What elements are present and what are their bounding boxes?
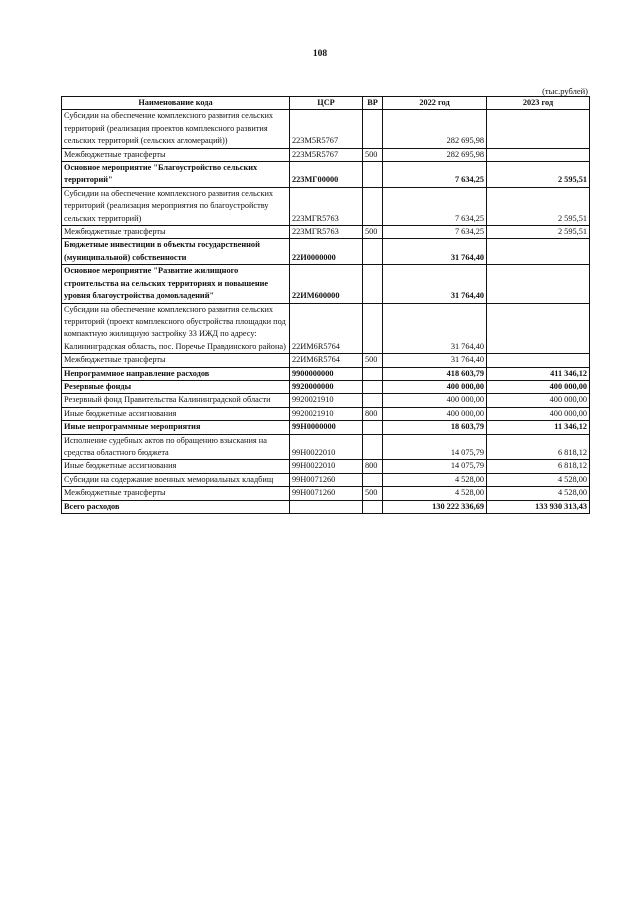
cell-csr: 9900000000	[290, 367, 363, 380]
cell-2023: 133 930 313,43	[487, 500, 590, 513]
budget-table	[61, 96, 590, 514]
cell-vr	[363, 110, 383, 148]
cell-2022: 7 634,25	[383, 162, 487, 188]
cell-2023: 4 528,00	[487, 487, 590, 500]
cell-csr: 99Н0071260	[290, 487, 363, 500]
cell-name: Субсидии на обеспечение комплексного развития сельских территорий (реализация проектов комплексного развития сельских территорий (сельских агломераций))	[62, 110, 290, 148]
cell-2022: 400 000,00	[383, 394, 487, 407]
cell-csr: 22ИМ600000	[290, 265, 363, 303]
table-row	[62, 226, 590, 239]
cell-name: Межбюджетные трансферты	[62, 354, 290, 367]
cell-vr: 500	[363, 487, 383, 500]
table-row	[62, 434, 590, 460]
table-row	[62, 367, 590, 380]
cell-vr	[363, 500, 383, 513]
cell-2022: 418 603,79	[383, 367, 487, 380]
cell-csr: 22ИМ6R5764	[290, 303, 363, 354]
table-row	[62, 303, 590, 354]
cell-name: Всего расходов	[62, 500, 290, 513]
cell-vr	[363, 380, 383, 393]
cell-vr	[363, 303, 383, 354]
table-header-row	[62, 97, 590, 110]
cell-csr: 223M5R5767	[290, 110, 363, 148]
cell-vr: 800	[363, 460, 383, 473]
cell-name: Иные бюджетные ассигнования	[62, 407, 290, 420]
table-row	[62, 421, 590, 434]
cell-2022: 4 528,00	[383, 473, 487, 486]
cell-2022: 31 764,40	[383, 354, 487, 367]
table-row	[62, 460, 590, 473]
cell-2023: 4 528,00	[487, 473, 590, 486]
header-vr: ВР	[363, 97, 383, 110]
cell-name: Межбюджетные трансферты	[62, 148, 290, 161]
table-row	[62, 500, 590, 513]
cell-vr	[363, 421, 383, 434]
cell-vr	[363, 394, 383, 407]
cell-vr	[363, 367, 383, 380]
units-label: (тыс.рублей)	[542, 86, 588, 96]
cell-2023	[487, 265, 590, 303]
cell-name: Бюджетные инвестиции в объекты государственной (муниципальной) собственности	[62, 239, 290, 265]
cell-2023: 6 818,12	[487, 460, 590, 473]
cell-2022: 18 603,79	[383, 421, 487, 434]
cell-2022: 31 764,40	[383, 265, 487, 303]
table-row	[62, 487, 590, 500]
cell-csr: 9920000000	[290, 380, 363, 393]
cell-2023: 411 346,12	[487, 367, 590, 380]
cell-2023: 400 000,00	[487, 394, 590, 407]
cell-2022: 31 764,40	[383, 303, 487, 354]
cell-2023	[487, 303, 590, 354]
cell-name: Субсидии на содержание военных мемориальных кладбищ	[62, 473, 290, 486]
table-row	[62, 473, 590, 486]
cell-2022: 130 222 336,69	[383, 500, 487, 513]
cell-csr: 99Н0022010	[290, 460, 363, 473]
cell-2023	[487, 148, 590, 161]
table-row	[62, 394, 590, 407]
header-2022: 2022 год	[383, 97, 487, 110]
cell-name: Межбюджетные трансферты	[62, 487, 290, 500]
cell-name: Субсидии на обеспечение комплексного развития сельских территорий (проект комплексного обустройства площадки под компактную жилищную застройку 33 ИЖД по адресу: Калининградская область, пос. Поречье Правдинского района)	[62, 303, 290, 354]
table-row	[62, 187, 590, 225]
cell-csr: 223МГ00000	[290, 162, 363, 188]
cell-vr	[363, 162, 383, 188]
cell-name: Иные бюджетные ассигнования	[62, 460, 290, 473]
cell-name: Резервные фонды	[62, 380, 290, 393]
cell-2022: 31 764,40	[383, 239, 487, 265]
cell-2023: 400 000,00	[487, 380, 590, 393]
cell-csr: 223M5R5767	[290, 148, 363, 161]
cell-2023: 2 595,51	[487, 162, 590, 188]
cell-vr	[363, 434, 383, 460]
cell-2023: 2 595,51	[487, 226, 590, 239]
cell-csr: 9920021910	[290, 394, 363, 407]
cell-vr: 500	[363, 148, 383, 161]
cell-vr	[363, 473, 383, 486]
cell-name: Иные непрограммные мероприятия	[62, 421, 290, 434]
cell-2022: 400 000,00	[383, 380, 487, 393]
cell-2022: 7 634,25	[383, 226, 487, 239]
cell-2022: 4 528,00	[383, 487, 487, 500]
header-2023: 2023 год	[487, 97, 590, 110]
cell-2022: 282 695,98	[383, 110, 487, 148]
cell-2023: 6 818,12	[487, 434, 590, 460]
header-name: Наименование кода	[62, 97, 290, 110]
cell-2023: 11 346,12	[487, 421, 590, 434]
cell-2022: 7 634,25	[383, 187, 487, 225]
cell-2022: 14 075,79	[383, 434, 487, 460]
cell-csr: 22ИМ6R5764	[290, 354, 363, 367]
cell-2022: 400 000,00	[383, 407, 487, 420]
cell-csr: 223МГR5763	[290, 187, 363, 225]
cell-csr: 9920021910	[290, 407, 363, 420]
cell-vr	[363, 187, 383, 225]
cell-vr: 500	[363, 354, 383, 367]
cell-2022: 14 075,79	[383, 460, 487, 473]
table-row	[62, 354, 590, 367]
cell-name: Основное мероприятие "Развитие жилищного строительства на сельских территориях и повышение уровня благоустройства домовладений"	[62, 265, 290, 303]
cell-name: Субсидии на обеспечение комплексного развития сельских территорий (реализация мероприятия по благоустройству сельских территорий)	[62, 187, 290, 225]
header-csr: ЦСР	[290, 97, 363, 110]
cell-name: Непрограммное направление расходов	[62, 367, 290, 380]
cell-csr: 99Н0071260	[290, 473, 363, 486]
page-number: 108	[312, 49, 328, 59]
cell-2023: 2 595,51	[487, 187, 590, 225]
cell-csr: 22И0000000	[290, 239, 363, 265]
cell-2023: 400 000,00	[487, 407, 590, 420]
table-row	[62, 239, 590, 265]
cell-name: Межбюджетные трансферты	[62, 226, 290, 239]
cell-name: Резервный фонд Правительства Калининградской области	[62, 394, 290, 407]
table-row	[62, 407, 590, 420]
cell-csr: 99Н0000000	[290, 421, 363, 434]
table-row	[62, 110, 590, 148]
cell-csr	[290, 500, 363, 513]
table-row	[62, 380, 590, 393]
cell-csr: 99Н0022010	[290, 434, 363, 460]
cell-vr	[363, 265, 383, 303]
cell-vr: 500	[363, 226, 383, 239]
cell-name: Основное мероприятие "Благоустройство сельских территорий"	[62, 162, 290, 188]
cell-2023	[487, 110, 590, 148]
cell-2023	[487, 239, 590, 265]
table-row	[62, 265, 590, 303]
table-row	[62, 162, 590, 188]
cell-vr: 800	[363, 407, 383, 420]
cell-2023	[487, 354, 590, 367]
cell-name: Исполнение судебных актов по обращению взыскания на средства областного бюджета	[62, 434, 290, 460]
table-row	[62, 148, 590, 161]
cell-2022: 282 695,98	[383, 148, 487, 161]
cell-vr	[363, 239, 383, 265]
cell-csr: 223МГR5763	[290, 226, 363, 239]
